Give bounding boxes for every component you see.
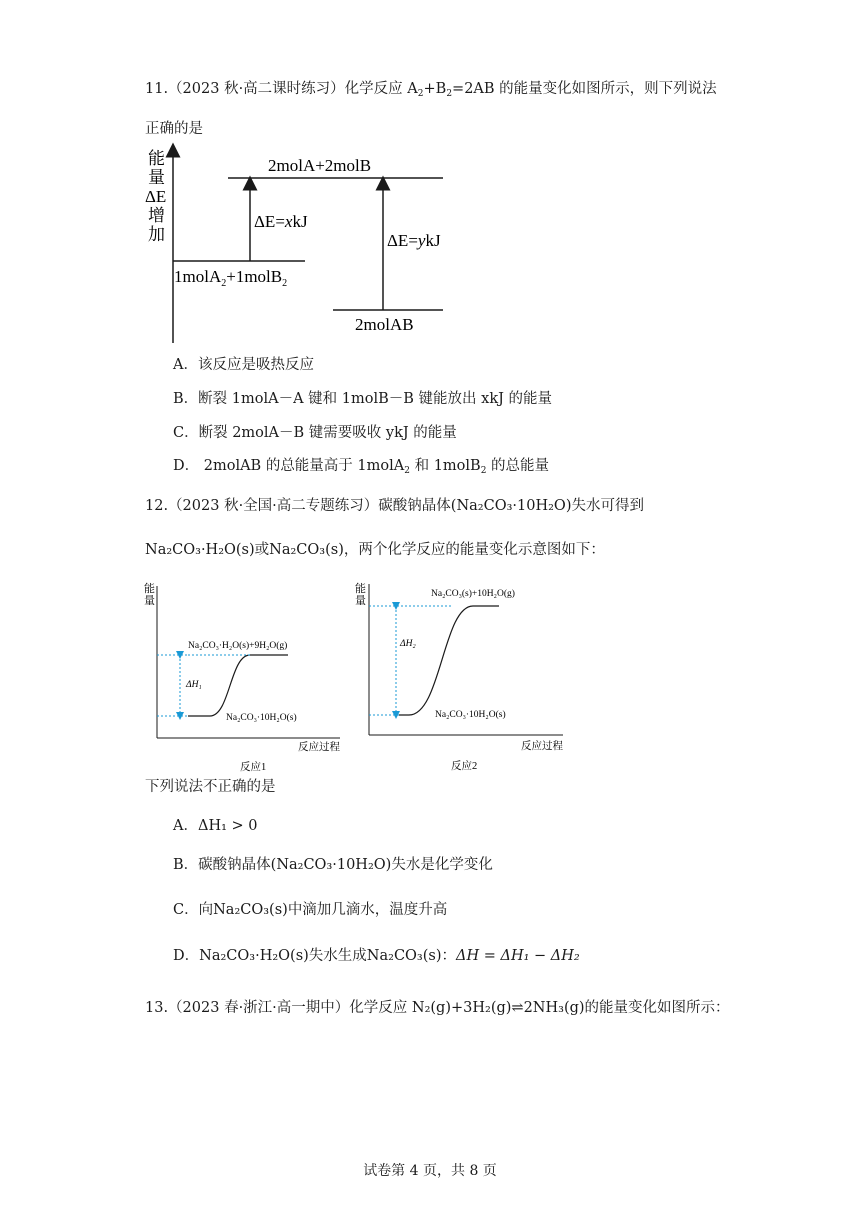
- q12-option-b[interactable]: B．碳酸钠晶体(Na₂CO₃·10H₂O)失水是化学变化: [173, 857, 493, 873]
- q11-option-d[interactable]: D． 2molAB 的总能量高于 1molA$_2$ 和 1molB$_2$ 的总能量: [173, 458, 550, 476]
- r1-ylabel-0: 能: [144, 583, 155, 595]
- q11-bottom-level-label: 2molAB: [355, 315, 414, 334]
- q11-option-c[interactable]: C．断裂 2molA－B 键需要吸收 ykJ 的能量: [173, 425, 457, 441]
- r1-energy-curve: [188, 655, 288, 716]
- q11-ylabel-1: 量: [148, 168, 165, 187]
- q12-stem-line1: 12.（2023 秋·全国·高二专题练习）碳酸钠晶体(Na₂CO₃·10H₂O)失水可得到: [145, 498, 644, 514]
- r1-upper-label: Na₂CO₃·H₂O(s)+9H₂O(g): [188, 641, 288, 651]
- r1-ylabel-1: 量: [144, 595, 155, 607]
- q11-left-level-label: 1molA$_2$+1molB$_2$: [174, 267, 288, 289]
- q13-stem: 13.（2023 春·浙江·高一期中）化学反应 N₂(g)+3H₂(g)⇌2NH₃(g)的能量变化如图所示：: [145, 1000, 730, 1016]
- q11-ylabel-2: ΔE: [145, 187, 167, 206]
- q11-stem-line2: 正确的是: [145, 121, 203, 137]
- q12-option-d[interactable]: D．Na₂CO₃·H₂O(s)失水生成Na₂CO₃(s)：ΔH = ΔH₁ − ΔH₂: [173, 948, 580, 964]
- r2-xlabel: 反应过程: [521, 741, 563, 752]
- q11-ylabel-3: 增: [148, 206, 165, 225]
- q12-diagram-reaction1: [140, 578, 350, 774]
- q12-stem-line2: Na₂CO₃·H₂O(s)或Na₂CO₃(s)，两个化学反应的能量变化示意图如下：: [145, 542, 605, 558]
- r2-upper-label: Na₂CO₃(s)+10H₂O(g): [431, 589, 515, 599]
- r1-caption: 反应1: [240, 762, 267, 773]
- q11-dx-label: ΔE=xkJ: [254, 212, 308, 231]
- r1-lower-label: Na₂CO₃·10H₂O(s): [226, 713, 297, 723]
- q12-diagram-reaction2: [351, 578, 571, 774]
- r1-xlabel: 反应过程: [298, 742, 340, 753]
- r2-energy-curve: [399, 606, 499, 715]
- r1-dh-label: ΔH₁: [186, 680, 202, 690]
- r2-caption: 反应2: [451, 761, 478, 772]
- q12-option-a[interactable]: A．ΔH₁ > 0: [173, 818, 258, 834]
- q11-option-b[interactable]: B．断裂 1molA－A 键和 1molB－B 键能放出 xkJ 的能量: [173, 391, 553, 407]
- r2-lower-label: Na₂CO₃·10H₂O(s): [435, 710, 506, 720]
- r2-dh-label: ΔH₂: [400, 639, 416, 649]
- q11-ylabel-4: 加: [148, 225, 165, 244]
- r2-ylabel-1: 量: [355, 595, 366, 607]
- q11-top-level-label: 2molA+2molB: [268, 156, 372, 175]
- q12-option-c[interactable]: C．向Na₂CO₃(s)中滴加几滴水，温度升高: [173, 902, 448, 918]
- q11-stem-line1: 11.（2023 秋·高二课时练习）化学反应 $A_2+B_2=2AB$ 的能量变化如图所示，则下列说法: [145, 81, 717, 99]
- q11-ylabel-0: 能: [148, 149, 165, 168]
- r2-ylabel-0: 能: [355, 583, 366, 595]
- q11-option-a[interactable]: A．该反应是吸热反应: [173, 357, 314, 373]
- q11-energy-diagram: [140, 140, 460, 345]
- q11-dy-label: ΔE=ykJ: [387, 231, 441, 250]
- q12-question: 下列说法不正确的是: [145, 779, 276, 795]
- page-footer: 试卷第 4 页，共 8 页: [363, 1163, 497, 1179]
